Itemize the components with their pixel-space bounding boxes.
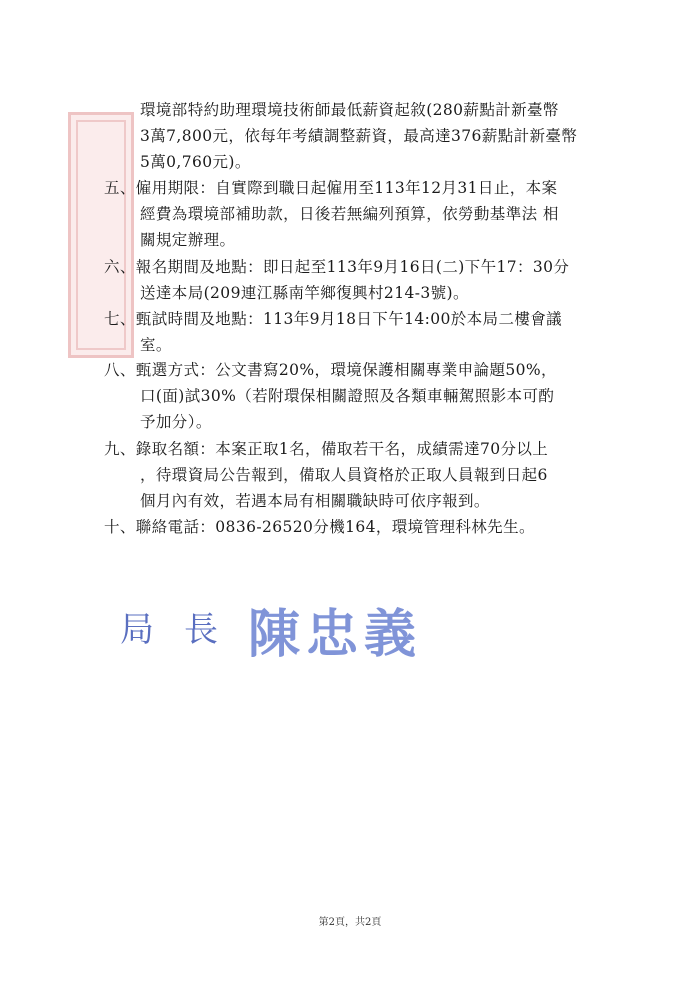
item-5-line-1: 五、僱用期限：自實際到職日起僱用至113年12月31日止，本案 xyxy=(104,179,558,197)
item-10-line-1: 十、聯絡電話：0836-26520分機164，環境管理科林先生。 xyxy=(104,518,535,536)
item-9-line-2: ，待環資局公告報到，備取人員資格於正取人員報到日起6 xyxy=(140,466,548,484)
signature-name: 陳忠義 xyxy=(248,605,423,665)
salary-line-3: 5萬0,760元)。 xyxy=(140,153,251,171)
item-6-line-1: 六、報名期間及地點：即日起至113年9月16日(二)下午17：30分 xyxy=(104,258,570,276)
item-6-line-2: 送達本局(209連江縣南竿鄉復興村214-3號)。 xyxy=(140,284,469,302)
signature-title: 局長 xyxy=(120,610,248,650)
salary-line-2: 3萬7,800元，依每年考績調整薪資，最高達376薪點計新臺幣 xyxy=(140,127,578,145)
item-5-line-2: 經費為環境部補助款，日後若無編列預算，依勞動基準法 相 xyxy=(140,205,559,223)
page-number-footer: 第2頁，共2頁 xyxy=(318,917,382,928)
item-7-line-2: 室。 xyxy=(140,336,172,354)
item-9-line-3: 個月內有效，若遇本局有相關職缺時可依序報到。 xyxy=(140,492,490,510)
director-signature xyxy=(120,590,480,665)
item-9-line-1: 九、錄取名額：本案正取1名，備取若干名，成績需達70分以上 xyxy=(104,440,549,458)
salary-line-1: 環境部特約助理環境技術師最低薪資起敘(280薪點計新臺幣 xyxy=(140,101,559,119)
item-8-line-3: 予加分）。 xyxy=(140,413,212,431)
item-5-line-3: 關規定辦理。 xyxy=(140,231,236,249)
item-8-line-1: 八、甄選方式：公文書寫20%，環境保護相關專業申論題50%， xyxy=(104,361,557,379)
item-8-line-2: 口(面)試30%（若附環保相關證照及各類車輛駕照影本可酌 xyxy=(140,387,555,405)
item-7-line-1: 七、甄試時間及地點：113年9月18日下午14:00於本局二樓會議 xyxy=(104,310,563,328)
